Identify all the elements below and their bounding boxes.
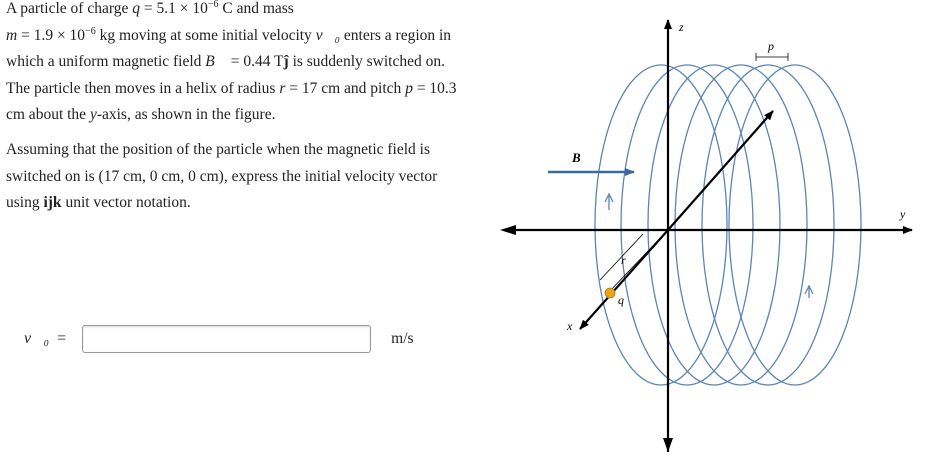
text-segment: A particle of charge [6,0,133,17]
axis-symbol: y [89,106,97,124]
text-segment: = 1.9 × 10 [17,26,86,44]
answer-label: v⃗₀ [24,330,50,347]
helix-figure [496,0,932,456]
field-symbol: B⃗ [205,53,227,71]
text-segment: is suddenly switched on. The particle then moves in a helix of radius [6,53,445,97]
field-label: B⃗ [572,150,591,165]
problem-paragraph-2 [6,137,461,217]
z-axis-arrowhead-bottom [663,438,673,452]
text-segment: = 17 cm and pitch [285,79,406,97]
text-segment: Assuming that the position of the particle when the magnetic field is switched on is (17 cm, 0 cm, 0 cm), express the initial velocity vector using [6,140,438,212]
pitch-symbol: p [405,79,413,97]
charge-particle [605,288,615,298]
velocity-answer-input[interactable] [82,325,371,353]
helix-loop [729,65,861,385]
helix-loop [675,65,807,385]
y-axis-arrowhead-left [500,225,516,235]
text-segment: kg moving at some initial velocity [95,26,316,44]
ijk-notation: ijk [43,194,62,212]
helix-loop [595,65,727,385]
mass-exponent: −6 [85,25,96,37]
radius-label: r [621,253,626,267]
text-segment: = 5.1 × 10 [140,0,208,17]
x-axis-positive [668,111,773,230]
text-segment: unit vector notation. [61,194,191,212]
problem-statement [6,0,461,225]
text-segment: C and mass [218,0,294,17]
problem-paragraph-1 [6,0,461,129]
charge-label: q [618,293,624,307]
x-axis-negative [580,230,668,329]
text-segment: -axis, as shown in the figure. [96,106,276,124]
x-axis-label: x [567,319,573,333]
answer-row [24,322,414,356]
text-segment: enters a region in which a uniform magnetic field [6,26,452,71]
velocity-symbol: v⃗₀ [315,26,341,44]
unit-label: m/s [391,330,414,347]
radius-symbol: r [279,79,286,97]
helix-path [595,65,861,385]
helix-loop [621,65,753,385]
text-segment: = 10.3 cm about the [6,79,457,124]
unit-vector-j: ĵ [283,53,289,71]
helix-loop [702,65,834,385]
text-segment: = 0.44 T [226,53,284,71]
charge-exponent: −6 [207,0,219,10]
pitch-label: p [768,39,774,53]
equals-sign: = [57,330,67,347]
y-axis-label: y [900,207,906,221]
z-axis-label: z [679,20,684,34]
charge-symbol: q [132,0,140,17]
mass-symbol: m [6,26,18,44]
